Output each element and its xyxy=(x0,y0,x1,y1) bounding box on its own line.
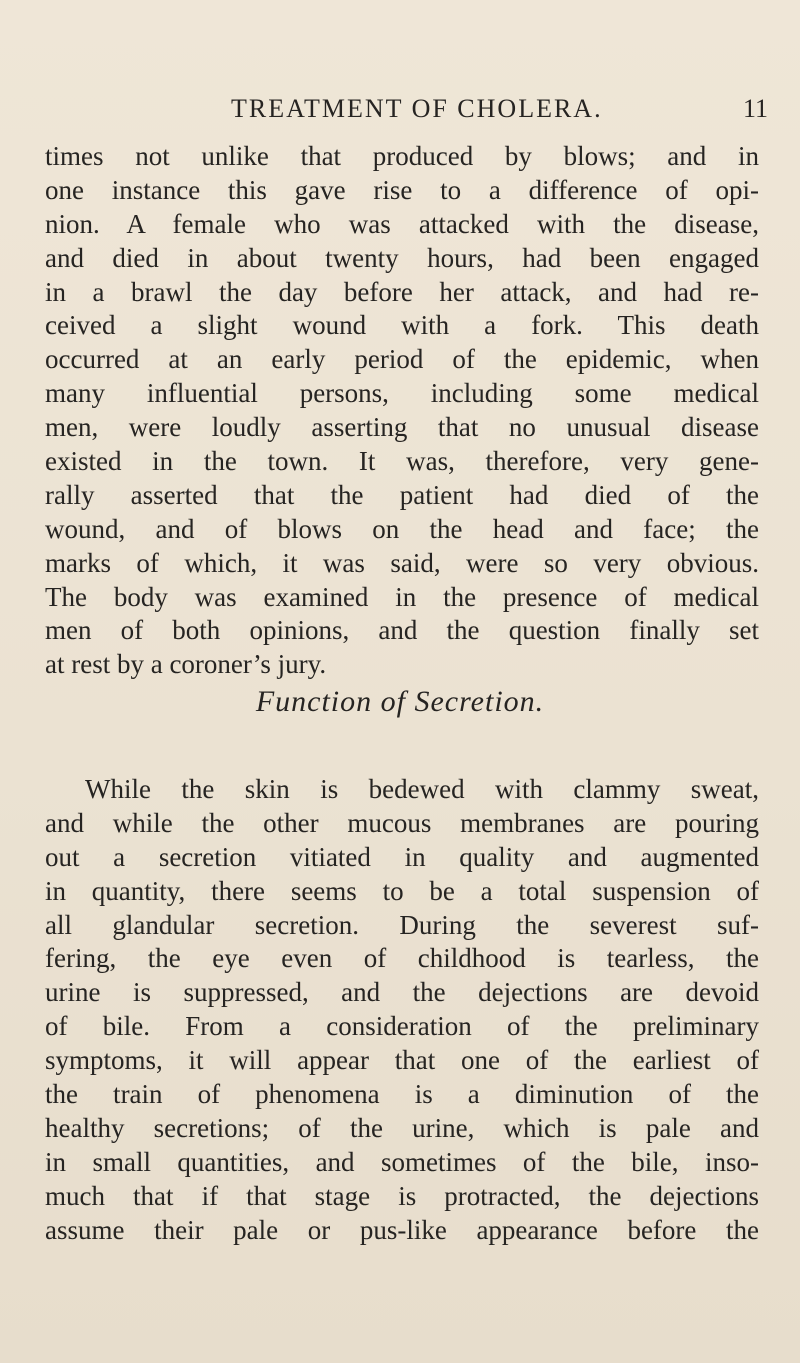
text-line: wound, and of blows on the head and face; the xyxy=(45,513,759,544)
section-heading: Function of Secretion. xyxy=(255,685,545,718)
text-line: in small quantities, and sometimes of the bile, inso- xyxy=(45,1146,759,1177)
text-line: out a secretion vitiated in quality and augmented xyxy=(45,841,759,872)
text-line: in a brawl the day before her attack, and had re- xyxy=(45,276,759,307)
text-line: occurred at an early period of the epidemic, when xyxy=(45,344,759,375)
text-line: of bile. From a consideration of the preliminary xyxy=(45,1011,759,1042)
text-line: men of both opinions, and the question finally set xyxy=(45,615,759,646)
page-number: 11 xyxy=(743,94,769,123)
paragraph-1 xyxy=(45,140,759,682)
text-line: one instance this gave rise to a difference of opi- xyxy=(45,174,759,205)
text-line: rally asserted that the patient had died of the xyxy=(45,479,759,510)
text-line: marks of which, it was said, were so very obvious. xyxy=(45,547,759,578)
text-line: urine is suppressed, and the dejections are devoid xyxy=(45,977,759,1008)
text-line: While the skin is bedewed with clammy sweat, xyxy=(85,774,759,804)
text-line: healthy secretions; of the urine, which is pale and xyxy=(45,1112,759,1143)
text-line: The body was examined in the presence of medical xyxy=(45,581,759,612)
text-line: fering, the eye even of childhood is tearless, the xyxy=(45,943,759,974)
text-line: ceived a slight wound with a fork. This death xyxy=(45,310,759,341)
text-line: times not unlike that produced by blows; and in xyxy=(45,141,759,171)
text-line: existed in the town. It was, therefore, very gene- xyxy=(45,446,759,477)
text-line: and died in about twenty hours, had been engaged xyxy=(45,242,759,273)
running-title: TREATMENT OF CHOLERA. xyxy=(231,94,603,123)
text-line: in quantity, there seems to be a total suspension of xyxy=(45,875,759,906)
text-line: many influential persons, including some medical xyxy=(45,378,759,409)
text-line: much that if that stage is protracted, the dejections xyxy=(45,1180,759,1211)
text-line: at rest by a coroner’s jury. xyxy=(45,649,327,680)
text-line: the train of phenomena is a diminution of the xyxy=(45,1079,759,1110)
text-line: nion. A female who was attacked with the disease, xyxy=(45,208,759,239)
text-line: and while the other mucous membranes are pouring xyxy=(45,807,759,838)
text-line: assume their pale or pus-like appearance before the xyxy=(45,1214,759,1245)
running-head xyxy=(0,94,800,134)
text-line: men, were loudly asserting that no unusual disease xyxy=(45,412,759,443)
text-line: all glandular secretion. During the severest suf- xyxy=(45,909,759,940)
text-line: symptoms, it will appear that one of the earliest of xyxy=(45,1045,759,1076)
paragraph-2 xyxy=(45,773,759,1247)
